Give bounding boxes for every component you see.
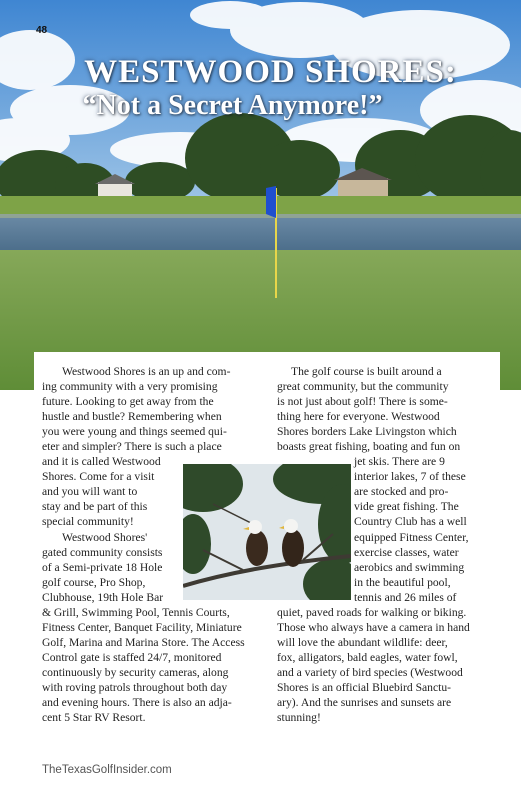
text-line: Control gate is staffed 24/7, monitored [42,650,222,664]
text-line: ing community with a very promising [42,380,218,394]
text-line: gated community consists [42,545,163,559]
text-line: equipped Fitness Center, [354,530,469,544]
text-line: stay and be part of this [42,500,148,514]
text-line: you were young and things seemed qui- [42,425,227,439]
text-line: Country Club has a well [354,515,467,529]
text-line: and evening hours. There is also an adja- [42,696,232,710]
text-line: tennis and 26 miles of [354,590,457,604]
text-line: Westwood Shores' [62,530,148,544]
text-line: thing here for everyone. Westwood [277,410,440,424]
text-line: and you will want to [42,485,138,499]
text-line: boasts great fishing, boating and fun on [277,440,461,454]
text-line: future. Looking to get away from the [42,395,214,409]
article-subtitle: “Not a Secret Anymore!” [82,90,383,121]
text-line: Westwood Shores is an up and com- [62,365,231,378]
text-line: aerobics and swimming [354,560,465,574]
text-line: fox, alligators, bald eagles, water fowl, [277,650,458,664]
text-line: will love the abundant wildlife: deer, [277,635,448,649]
text-line: eter and simpler? There is such a place [42,440,222,454]
text-line: in the beautiful pool, [354,575,451,589]
text-line: are stocked and pro- [354,485,449,499]
text-line: of a Semi-private 18 Hole [42,560,163,574]
text-line: Golf, Marina and Marina Store. The Access [42,635,245,649]
footer-site-url: TheTexasGolfInsider.com [42,764,172,776]
text-line: Shores borders Lake Livingston which [277,425,457,439]
text-line: is not just about golf! There is some- [277,395,448,409]
text-line: and it is called Westwood [42,455,161,469]
text-line: exercise classes, water [354,545,459,559]
text-line: cent 5 Star RV Resort. [42,711,146,725]
text-line: ary). And the sunrises and sunsets are [277,696,452,710]
bald-eagles-photo [183,464,351,600]
text-line: jet skis. There are 9 [354,455,445,469]
text-line: stunning! [277,711,321,725]
text-line: quiet, paved roads for walking or biking. [277,605,467,619]
text-line: vide great fishing. The [354,500,459,514]
text-line: Clubhouse, 19th Hole Bar [42,590,164,604]
text-line: interior lakes, 7 of these [354,470,466,484]
text-line: great community, but the community [277,380,449,394]
text-line: Shores. Come for a visit [42,470,155,484]
text-line: hustle and bustle? Remembering when [42,410,222,424]
text-line: The golf course is built around a [291,365,442,378]
text-line: & Grill, Swimming Pool, Tennis Courts, [42,605,230,619]
text-line: Those who always have a camera in hand [277,620,470,634]
text-line: golf course, Pro Shop, [42,575,146,589]
article-title: WESTWOOD SHORES: [84,54,457,90]
text-line: Shores is an official Bluebird Sanctu- [277,680,451,694]
text-line: and a variety of bird species (Westwood [277,665,463,679]
page-number: 48 [36,25,48,36]
text-line: Fitness Center, Banquet Facility, Miniature [42,620,242,634]
text-line: with roving patrols throughout both day [42,680,228,694]
text-line: special community! [42,515,134,529]
text-line: continuously by security cameras, along [42,665,229,679]
